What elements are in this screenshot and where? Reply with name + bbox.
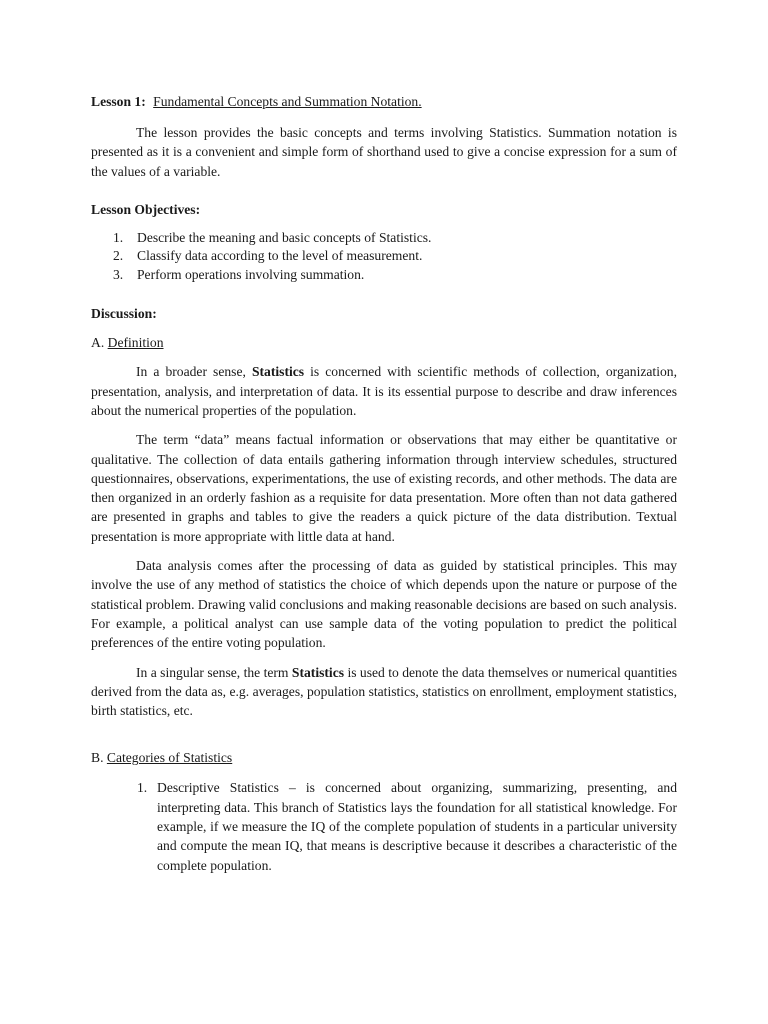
objective-number: 2. [113,248,124,264]
p4-after: is used to denote the data themselves or numerical quantities derived from the data as, e.g. averages, population statistics, statistics on enrollment, employment statistics, birth statistics, etc. [91,664,677,719]
categories-list [91,778,677,874]
objective-text: Describe the meaning and basic concepts of Statistics. [137,229,432,245]
definition-paragraph-2: The term “data” means factual information or observations that may either be quantitative or qualitative. The collection of data entails gathering information through interview schedules, structured questionnaires, observations, experimentations, the use of existing records, and other methods. The data are then organized in an orderly fashion as a requisite for data presentation. More often than not data gathered are presented in graphs and tables to give the readers a quick picture of the data distribution. Textual presentation is more appropriate with little data at hand. [91,432,677,544]
objective-item [91,229,677,248]
p4-before: In a singular sense, the term [136,664,289,680]
p1-term: Statistics [251,364,305,380]
section-a-title: Definition [107,335,164,351]
objective-text: Perform operations involving summation. [137,266,365,282]
section-a-heading [91,333,677,353]
section-b-heading [91,748,677,768]
intro-paragraph: The lesson provides the basic concepts and terms involving Statistics. Summation notation is presented as it is a convenient and simple form of shorthand used to give a concise expression for a sum of the values of a variable. [91,125,677,179]
discussion-heading: Discussion: [91,306,157,322]
definition-paragraph-3: Data analysis comes after the processing of data as guided by statistical principles. This may involve the use of any method of statistics the choice of which depends upon the nature or purpose of the statistical problem. Drawing valid conclusions and making reasonable decisions are based on such analysis. For example, a political analyst can use sample data of the voting population to predict the political preferences of the entire voting population. [91,558,677,651]
section-b-title: Categories of Statistics [106,750,233,766]
p1-after: is concerned with scientific methods of collection, organization, presentation, analysis, and interpretation of data. It is its essential purpose to describe and draw inferences about the numerical properties of the population. [91,364,677,418]
lesson-heading [91,92,677,112]
objective-number: 3. [113,266,124,282]
objective-number: 1. [113,229,124,245]
objectives-heading: Lesson Objectives: [91,201,201,217]
category-number: 1. [137,780,148,796]
category-item [91,778,677,874]
objectives-list [91,229,677,285]
lesson-label: Lesson 1: [91,94,146,109]
section-b-letter: B. [91,750,104,766]
document-page [91,92,677,875]
objective-text: Classify data according to the level of measurement. [137,248,423,264]
definition-paragraph-4 [91,663,677,721]
p4-term: Statistics [291,664,345,680]
objective-item [91,247,677,266]
lesson-title: Fundamental Concepts and Summation Notation. [153,94,422,109]
p1-before: In a broader sense, [136,364,246,380]
section-a-letter: A. [91,335,105,351]
definition-paragraph-1 [91,362,677,420]
category-text: Descriptive Statistics – is concerned about organizing, summarizing, presenting, and interpreting data. This branch of Statistics lays the foundation for all statistical knowledge. For example, if we measure the IQ of the complete population of students in a particular university and compute the mean IQ, that means is descriptive because it describes a characteristic of the complete population. [157,780,677,873]
objective-item [91,266,677,285]
